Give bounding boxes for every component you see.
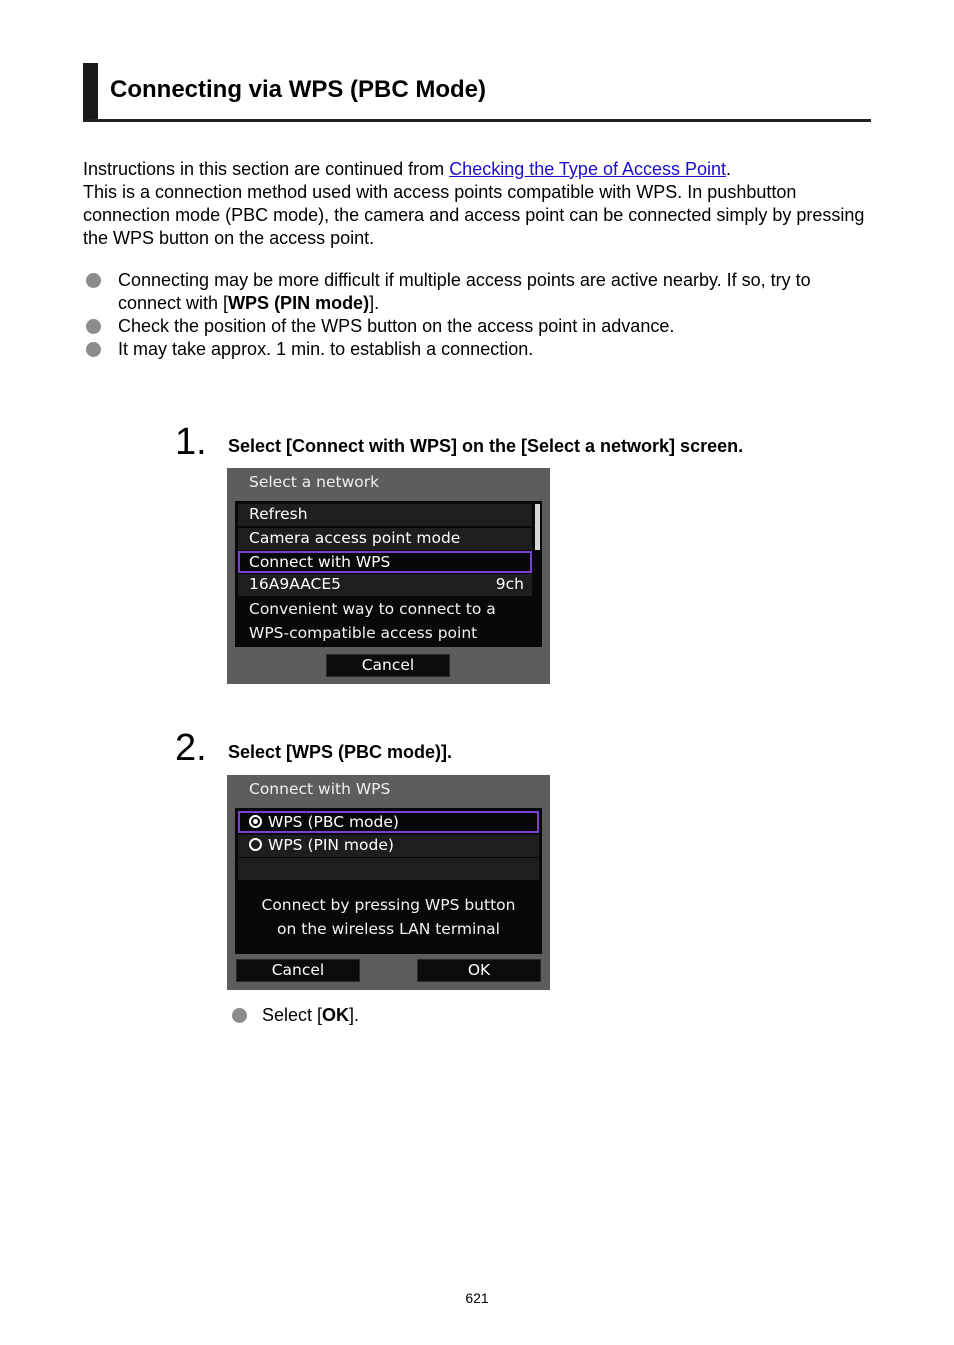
screen-title: Select a network bbox=[249, 473, 380, 491]
step-2-instruction: Select [WPS (PBC mode)]. bbox=[228, 742, 453, 762]
option-description: Connect by pressing WPS button on the wireless LAN terminal bbox=[261, 896, 516, 938]
connect-with-wps-screen bbox=[227, 775, 550, 990]
step-2-note: Select [OK]. bbox=[230, 1004, 359, 1027]
option-wps-pin-mode[interactable]: WPS (PIN mode) bbox=[238, 835, 539, 857]
network-list-panel bbox=[235, 501, 542, 647]
notes-list bbox=[83, 269, 873, 361]
step-1-instruction: Select [Connect with WPS] on the [Select a network] screen. bbox=[228, 436, 744, 456]
bullet-icon bbox=[86, 342, 101, 357]
network-item-camera-ap-mode[interactable]: Camera access point mode bbox=[238, 528, 532, 550]
bullet-icon bbox=[86, 273, 101, 288]
section-heading bbox=[83, 63, 871, 122]
list-item: It may take approx. 1 min. to establish a connection. bbox=[83, 338, 873, 361]
intro-text bbox=[83, 158, 873, 250]
network-channel: 9ch bbox=[495, 575, 524, 593]
heading-bar bbox=[83, 63, 98, 119]
link-checking-access-point[interactable]: Checking the Type of Access Point bbox=[449, 159, 727, 179]
cancel-button[interactable]: Cancel bbox=[236, 959, 360, 982]
network-item-ssid[interactable] bbox=[238, 574, 532, 596]
step-1-number: 1. bbox=[175, 421, 207, 463]
intro-paragraph: This is a connection method used with access points compatible with WPS. In pushbutton connection mode (PBC mode), the camera and access point can be connected simply by pressing the WPS button on the access point. bbox=[83, 182, 865, 248]
page-number: 621 bbox=[465, 1290, 489, 1306]
option-wps-pbc-mode[interactable]: WPS (PBC mode) bbox=[238, 811, 539, 833]
ok-button[interactable]: OK bbox=[417, 959, 541, 982]
bullet-icon bbox=[86, 319, 101, 334]
cancel-button[interactable]: Cancel bbox=[326, 654, 450, 677]
bullet-icon bbox=[232, 1008, 247, 1023]
network-ssid: 16A9AACE5 bbox=[249, 575, 342, 593]
radio-unselected-icon bbox=[249, 838, 262, 851]
screen-title: Connect with WPS bbox=[249, 780, 391, 798]
step-2-number: 2. bbox=[175, 727, 207, 769]
list-item: Check the position of the WPS button on the access point in advance. bbox=[83, 315, 873, 338]
intro-continued: Instructions in this section are continued from Checking the Type of Access Point. bbox=[83, 159, 732, 179]
scrollbar[interactable] bbox=[535, 504, 540, 550]
page-title: Connecting via WPS (PBC Mode) bbox=[110, 76, 487, 103]
network-item-connect-with-wps[interactable]: Connect with WPS bbox=[238, 551, 532, 573]
item-description: Convenient way to connect to a WPS-compatible access point bbox=[249, 600, 496, 642]
radio-selected-icon bbox=[249, 815, 262, 828]
empty-row bbox=[238, 858, 539, 880]
wps-options-panel bbox=[235, 808, 542, 954]
network-item-refresh[interactable]: Refresh bbox=[238, 504, 532, 526]
select-network-screen bbox=[227, 468, 550, 684]
list-item: Connecting may be more difficult if multiple access points are active nearby. If so, try to connect with [WPS (PIN mode)]. bbox=[83, 269, 873, 315]
